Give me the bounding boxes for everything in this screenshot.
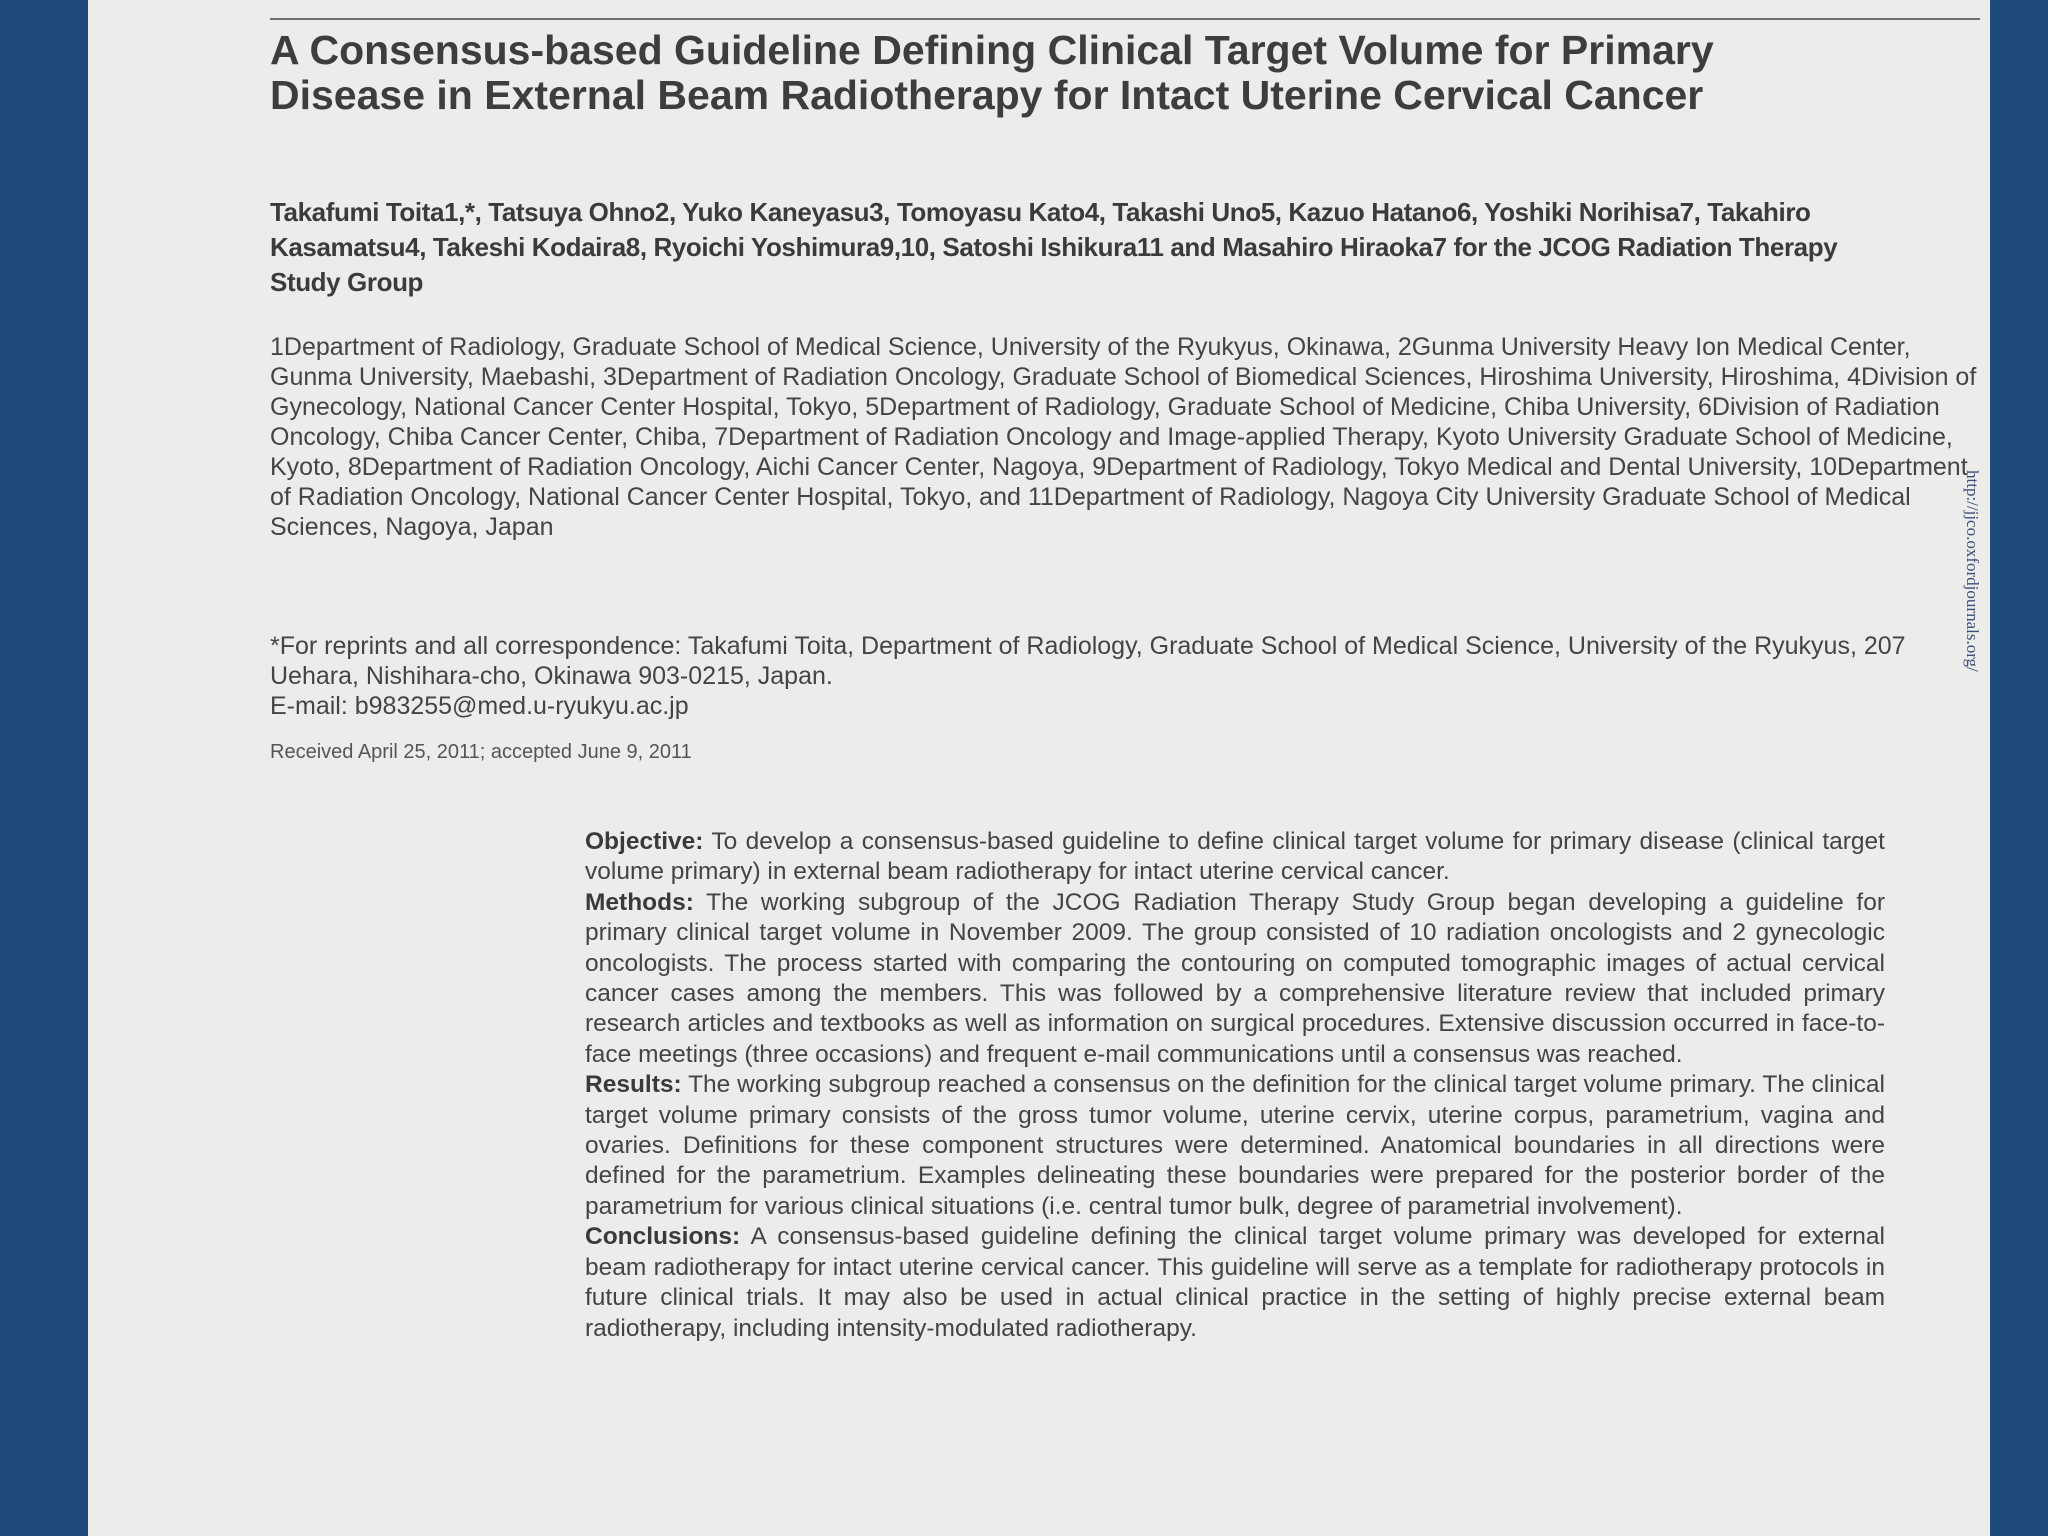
affiliations: 1Department of Radiology, Graduate School of Medical Science, University of the Ryukyus, Okinawa, 2Gunma University Heavy Ion Medical Center, Gunma University, Maebashi, 3Department of Radiation Oncology, Graduate School of Biomedical Sciences, Hiroshima University, Hiroshima, 4Division of Gynecology, National Cancer Center Hospital, Tokyo, 5Department of Radiology, Graduate School of Medicine, Chiba University, 6Division of Radiation Oncology, Chiba Cancer Center, Chiba, 7Department of Radiation Oncology and Image-applied Therapy, Kyoto University Graduate School of Medicine, Kyoto, 8Department of Radiation Oncology, Aichi Cancer Center, Nagoya, 9Department of Radiology, Tokyo Medical and Dental University, 10Department of Radiation Oncology, National Cancer Center Hospital, Tokyo, and 11Department of Radiology, Nagoya City University Graduate School of Medical Sciences, Nagoya, Japan [270,333,1977,541]
correspondence [270,631,1930,721]
methods-heading: Methods: [585,888,694,916]
top-rule [270,18,1980,20]
objective-heading: Objective: [585,828,704,855]
conclusions-heading: Conclusions: [585,1223,741,1251]
objective-text: To develop a consensus-based guideline to define clinical target volume for primary disease (clinical target volume primary) in external beam radiotherapy for intact uterine cervical cancer. [585,828,1885,886]
abstract-results [585,1070,1885,1222]
results-text: The working subgroup reached a consensus on the definition for the clinical target volume primary. The clinical target volume primary consists of the gross tumor volume, uterine cervix, uterine corpus, parametrium, vagina and ovaries. Definitions for these component structures were determined. Anatomical boundaries in all directions were defined for the parametrium. Examples delineating these boundaries were prepared for the posterior border of the parametrium for various clinical situations (i.e. central tumor bulk, degree of parametrial involvement). [585,1071,1885,1220]
paper-title: A Consensus-based Guideline Defining Clinical Target Volume for Primary Disease in External Beam Radiotherapy for Intact Uterine Cervical Cancer [270,27,1714,118]
paper-page [88,0,1990,1536]
journal-url-watermark: http://jjco.oxfordjournals.org/ [1963,470,1982,672]
received-dates: Received April 25, 2011; accepted June 9, 2011 [270,741,692,763]
abstract-objective [585,827,1885,888]
results-heading: Results: [585,1071,682,1099]
methods-text: The working subgroup of the JCOG Radiation Therapy Study Group began developing a guideline for primary clinical target volume in November 2009. The group consisted of 10 radiation oncologists and 2 gynecologic oncologists. The process started with comparing the contouring on computed tomographic images of actual cervical cancer cases among the members. This was followed by a comprehensive literature review that included primary research articles and textbooks as well as information on surgical procedures. Extensive discussion occurred in face-to-face meetings (three occasions) and frequent e-mail communications until a consensus was reached. [585,888,1885,1068]
abstract [585,827,1885,1344]
correspondence-address: *For reprints and all correspondence: Takafumi Toita, Department of Radiology, Graduate School of Medical Science, University of the Ryukyus, 207 Uehara, Nishihara-cho, Okinawa 903-0215, Japan. [270,632,1906,690]
abstract-methods [585,888,1885,1070]
conclusions-text: A consensus-based guideline defining the clinical target volume primary was developed for external beam radiotherapy for intact uterine cervical cancer. This guideline will serve as a template for radiotherapy protocols in future clinical trials. It may also be used in actual clinical practice in the setting of highly precise external beam radiotherapy, including intensity-modulated radiotherapy. [585,1223,1885,1342]
abstract-conclusions [585,1222,1885,1344]
correspondence-email: E-mail: b983255@med.u-ryukyu.ac.jp [270,692,689,720]
author-list: Takafumi Toita1,*, Tatsuya Ohno2, Yuko Kaneyasu3, Tomoyasu Kato4, Takashi Uno5, Kazuo Hatano6, Yoshiki Norihisa7, Takahiro Kasamatsu4, Takeshi Kodaira8, Ryoichi Yoshimura9,10, Satoshi Ishikura11 and Masahiro Hiraoka7 for the JCOG Radiation Therapy Study Group [270,197,1838,297]
